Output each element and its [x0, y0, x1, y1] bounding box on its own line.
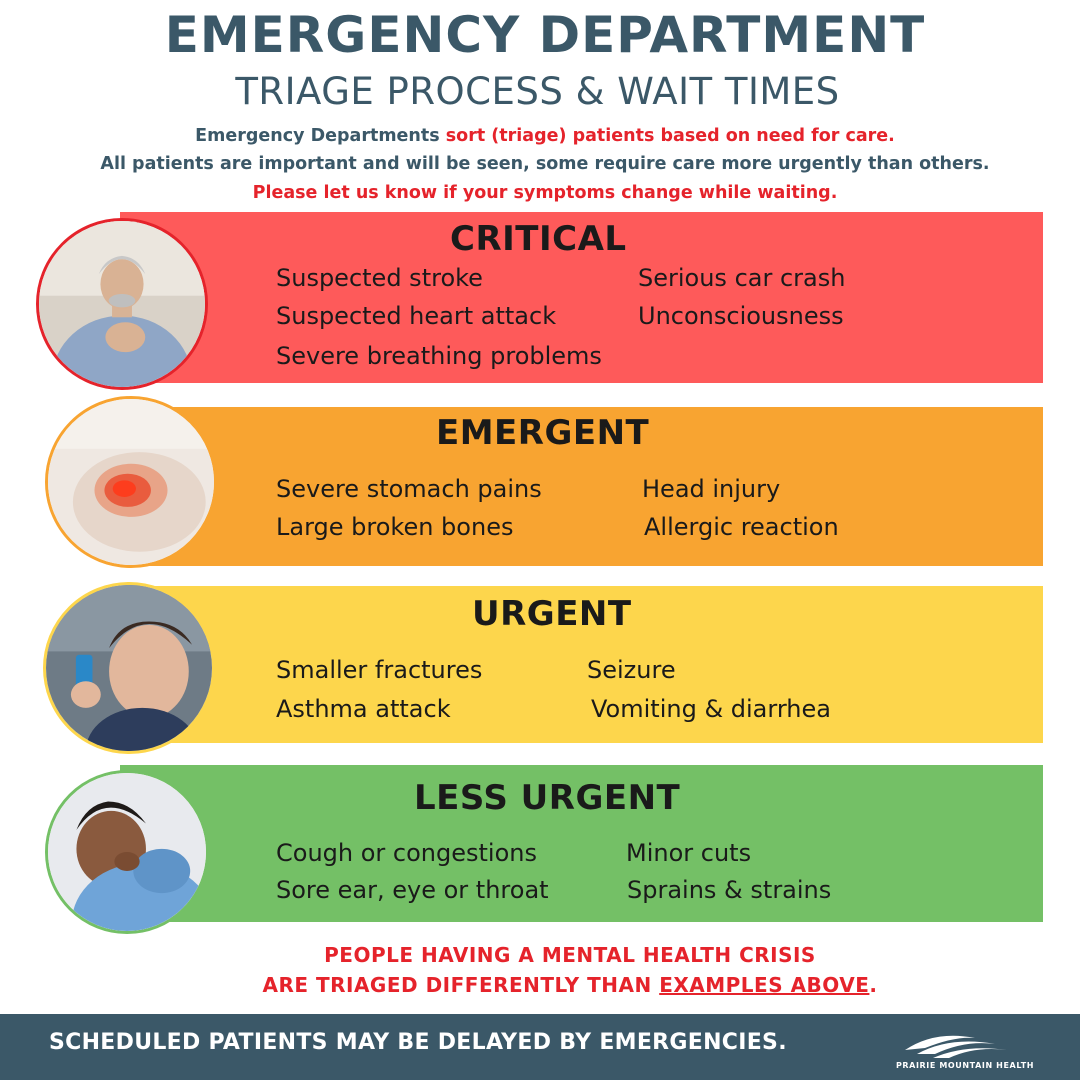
emergent-title: EMERGENT [436, 413, 650, 453]
less-urgent-item: Sprains & strains [627, 876, 832, 904]
intro-line-2: All patients are important and will be seen, some require care more urgently than others. [100, 154, 990, 174]
urgent-item: Smaller fractures [276, 656, 483, 684]
urgent-section [120, 586, 1043, 743]
emergent-section [120, 407, 1043, 566]
critical-item: Suspected heart attack [276, 302, 557, 330]
mountain-logo-icon [895, 1028, 1035, 1060]
intro-line-1 [0, 126, 1080, 146]
critical-section [120, 212, 1043, 383]
urgent-title: URGENT [472, 594, 632, 634]
emergent-item: Severe stomach pains [276, 475, 542, 503]
footer-text: SCHEDULED PATIENTS MAY BE DELAYED BY EMERGENCIES. [49, 1030, 787, 1055]
urgent-item: Asthma attack [276, 695, 451, 723]
less-urgent-title: LESS URGENT [414, 778, 681, 818]
less-urgent-item: Cough or congestions [276, 839, 537, 867]
prairie-mountain-health-logo [895, 1028, 1035, 1074]
mental-health-note-line-1: PEOPLE HAVING A MENTAL HEALTH CRISIS [324, 943, 816, 967]
intro-line-3: Please let us know if your symptoms change while waiting. [252, 183, 838, 203]
critical-item: Severe breathing problems [276, 342, 602, 370]
emergent-photo-stomach-pain [45, 396, 217, 568]
critical-photo-chest-pain [36, 218, 208, 390]
page-title: EMERGENCY DEPARTMENT [164, 6, 926, 64]
less-urgent-photo-cough [45, 770, 209, 934]
less-urgent-section [120, 765, 1043, 922]
page-subtitle: TRIAGE PROCESS & WAIT TIMES [235, 70, 840, 113]
note-text: ARE TRIAGED DIFFERENTLY THAN [262, 973, 660, 997]
critical-item: Serious car crash [638, 264, 846, 292]
intro-line-1-highlight: sort (triage) patients based on need for care. [445, 126, 895, 146]
less-urgent-item: Sore ear, eye or throat [276, 876, 549, 904]
logo-text: PRAIRIE MOUNTAIN HEALTH [895, 1061, 1035, 1070]
note-period: . [869, 973, 878, 997]
note-underlined: EXAMPLES ABOVE [659, 973, 870, 997]
critical-item: Suspected stroke [276, 264, 483, 292]
emergent-item: Large broken bones [276, 513, 514, 541]
urgent-photo-inhaler [43, 582, 215, 754]
less-urgent-item: Minor cuts [626, 839, 752, 867]
emergent-item: Head injury [642, 475, 781, 503]
critical-item: Unconsciousness [638, 302, 844, 330]
urgent-item: Vomiting & diarrhea [591, 695, 831, 723]
mental-health-note-line-2 [0, 973, 1080, 997]
urgent-item: Seizure [587, 656, 676, 684]
critical-title: CRITICAL [450, 219, 627, 259]
emergent-item: Allergic reaction [644, 513, 839, 541]
intro-line-1-text: Emergency Departments [195, 126, 446, 146]
